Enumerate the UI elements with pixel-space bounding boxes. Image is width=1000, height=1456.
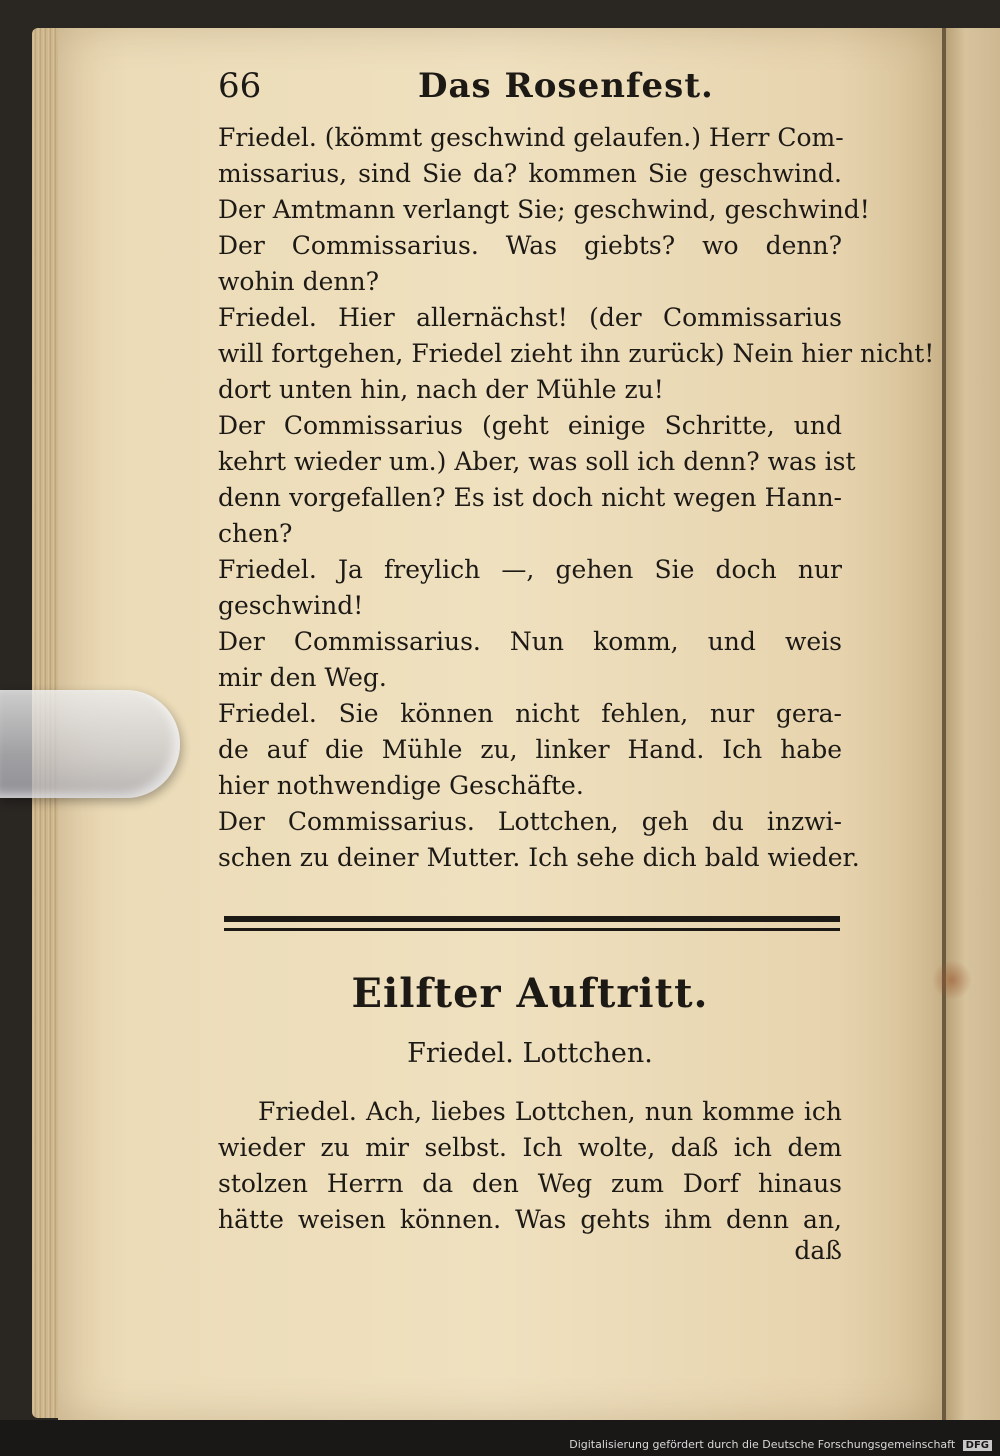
- text-line: will fortgehen, Friedel zieht ihn zurück) Nein hier nicht!: [218, 339, 935, 368]
- text-line: kehrt wieder um.) Aber, was soll ich denn? was ist: [218, 447, 856, 476]
- divider-thin-rule: [224, 928, 840, 931]
- dfg-logo: DFG: [963, 1440, 992, 1451]
- book-gutter: [942, 28, 946, 1420]
- text-line: Der Commissarius. Was giebts? wo denn?: [218, 231, 842, 260]
- text-line: Der Commissarius. Nun komm, und weis: [218, 627, 842, 656]
- section-divider: [224, 916, 840, 931]
- text-line: Friedel. Sie können nicht fehlen, nur gera-: [218, 699, 842, 728]
- digitization-credit: [569, 1438, 992, 1451]
- text-line: Friedel. Ja freylich —, gehen Sie doch nur: [218, 555, 842, 584]
- scene-title: Eilfter Auftritt.: [351, 970, 709, 1017]
- text-line: Friedel. Ach, liebes Lottchen, nun komme ich: [258, 1097, 842, 1126]
- text-line: denn vorgefallen? Es ist doch nicht wegen Hann-: [218, 483, 842, 512]
- catchword: daß: [794, 1236, 842, 1265]
- text-line: Friedel. Hier allernächst! (der Commissarius: [218, 303, 842, 332]
- page-text: [218, 66, 935, 876]
- text-line: chen?: [218, 519, 293, 548]
- paper-stain: [932, 960, 972, 1000]
- text-line: schen zu deiner Mutter. Ich sehe dich bald wieder.: [218, 843, 860, 872]
- text-line: de auf die Mühle zu, linker Hand. Ich habe: [218, 735, 842, 764]
- running-title: Das Rosenfest.: [418, 66, 714, 106]
- scene-cast: Friedel. Lottchen.: [407, 1038, 653, 1069]
- text-line: hätte weisen können. Was gehts ihm denn an,: [218, 1205, 842, 1234]
- text-line: Der Commissarius. Lottchen, geh du inzwi-: [218, 807, 842, 836]
- text-line: hier nothwendige Geschäfte.: [218, 771, 584, 800]
- text-line: missarius, sind Sie da? kommen Sie geschwind.: [218, 159, 842, 188]
- text-line: geschwind!: [218, 591, 364, 620]
- text-line: stolzen Herrn da den Weg zum Dorf hinaus: [218, 1169, 842, 1198]
- text-line: wohin denn?: [218, 267, 379, 296]
- text-line: Der Commissarius (geht einige Schritte, und: [218, 411, 842, 440]
- page-holder-clip: [0, 690, 180, 798]
- text-line: wieder zu mir selbst. Ich wolte, daß ich dem: [218, 1133, 842, 1162]
- page-header: [218, 66, 842, 120]
- text-line: dort unten hin, nach der Mühle zu!: [218, 375, 664, 404]
- text-line: Friedel. (kömmt geschwind gelaufen.) Herr Com-: [218, 123, 844, 152]
- credit-text: Digitalisierung gefördert durch die Deutsche Forschungsgemeinschaft: [569, 1438, 956, 1451]
- page-number: 66: [218, 66, 262, 106]
- text-line: mir den Weg.: [218, 663, 387, 692]
- text-line: Der Amtmann verlangt Sie; geschwind, geschwind!: [218, 195, 870, 224]
- adjacent-page-edge: [942, 28, 1000, 1420]
- scene-text: [218, 1094, 842, 1238]
